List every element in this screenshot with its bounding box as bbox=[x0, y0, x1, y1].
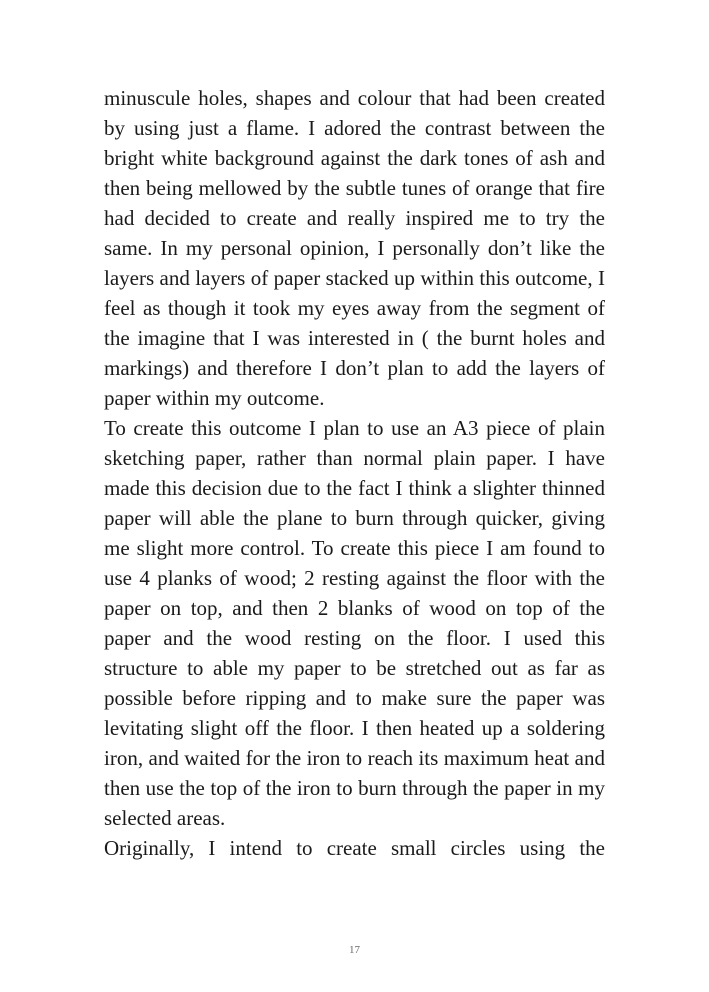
body-text bbox=[104, 83, 605, 863]
paragraph: To create this outcome I plan to use an A3 piece of plain sketching paper, rather than normal plain paper. I have made this decision due to the fact I think a slighter thinned paper will able the plane to burn through quicker, giving me slight more control. To create this piece I am found to use 4 planks of wood; 2 resting against the floor with the paper on top, and then 2 blanks of wood on top of the paper and the wood resting on the floor. I used this structure to able my paper to be stretched out as far as possible before ripping and to make sure the paper was levitating slight off the floor. I then heated up a soldering iron, and waited for the iron to reach its maximum heat and then use the top of the iron to burn through the paper in my selected areas. bbox=[104, 416, 605, 830]
page-number: 17 bbox=[349, 944, 360, 956]
paragraph: Originally, I intend to create small circles using the bbox=[104, 836, 605, 860]
paragraph: minuscule holes, shapes and colour that had been created by using just a flame. I adored the contrast between the bright white background against the dark tones of ash and then being mellowed by the subtle tunes of orange that fire had decided to create and really inspired me to try the same. In my personal opinion, I personally don’t like the layers and layers of paper stacked up within this outcome, I feel as though it took my eyes away from the segment of the imagine that I was interested in ( the burnt holes and markings) and therefore I don’t plan to add the layers of paper within my outcome. bbox=[104, 86, 605, 410]
